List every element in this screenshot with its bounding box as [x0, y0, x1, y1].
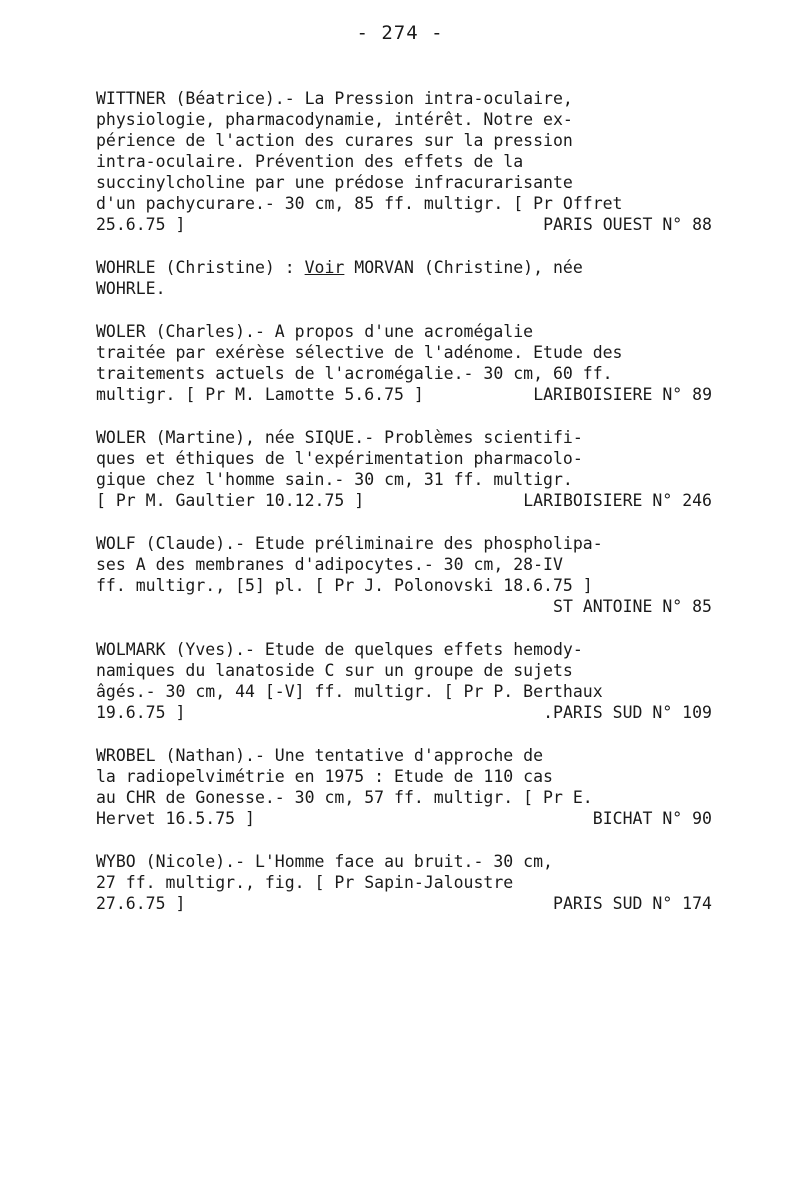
entry-location: PARIS OUEST N° 88 [543, 215, 712, 234]
entry-line: traitements actuels de l'acromégalie.- 30 cm, 60 ff. [96, 364, 613, 383]
entry-last-line [96, 702, 716, 723]
thesis-entry-wybo [96, 851, 716, 914]
entry-date: 27.6.75 ] [96, 894, 186, 913]
entry-line: intra-oculaire. Prévention des effets de la [96, 152, 524, 171]
entry-line: d'un pachycurare.- 30 cm, 85 ff. multigr. [ Pr Offret [96, 194, 623, 213]
entry-date: [ Pr M. Gaultier 10.12.75 ] [96, 491, 365, 510]
thesis-entry-wohrle [96, 257, 716, 299]
entry-line: périence de l'action des curares sur la pression [96, 131, 573, 150]
entry-line: WYBO (Nicole).- L'Homme face au bruit.- 30 cm, [96, 852, 553, 871]
thesis-entry-wolmark [96, 639, 716, 723]
entry-location: PARIS SUD N° 174 [553, 894, 712, 913]
entry-line: au CHR de Gonesse.- 30 cm, 57 ff. multigr. [ Pr E. [96, 788, 593, 807]
entry-location: ST ANTOINE N° 85 [553, 597, 712, 616]
entry-line: namiques du lanatoside C sur un groupe de sujets [96, 661, 573, 680]
entry-last-line [96, 384, 716, 405]
entry-line: gique chez l'homme sain.- 30 cm, 31 ff. multigr. [96, 470, 573, 489]
entry-last-line [96, 214, 716, 235]
thesis-entry-wrobel [96, 745, 716, 829]
entry-date: Hervet 16.5.75 ] [96, 809, 255, 828]
entry-line: ques et éthiques de l'expérimentation pharmacolo- [96, 449, 583, 468]
see-also-link[interactable]: Voir [304, 258, 345, 277]
cross-ref-text: WOHRLE (Christine) : [96, 258, 305, 277]
entry-line: succinylcholine par une prédose infracurarisante [96, 173, 573, 192]
entry-line: WITTNER (Béatrice).- La Pression intra-oculaire, [96, 89, 573, 108]
thesis-list [96, 88, 716, 936]
entry-line: WOLMARK (Yves).- Etude de quelques effets hemody- [96, 640, 583, 659]
thesis-entry-woler-martine [96, 427, 716, 511]
entry-location: LARIBOISIERE N° 89 [533, 385, 712, 404]
entry-line: âgés.- 30 cm, 44 [-V] ff. multigr. [ Pr P. Berthaux [96, 682, 603, 701]
entry-line: WOLER (Charles).- A propos d'une acromégalie [96, 322, 534, 341]
cross-ref-text: MORVAN (Christine), née [344, 258, 583, 277]
entry-location: LARIBOISIERE N° 246 [523, 491, 712, 510]
entry-date: 19.6.75 ] [96, 703, 186, 722]
entry-line: 27 ff. multigr., fig. [ Pr Sapin-Jaloustre [96, 873, 514, 892]
thesis-entry-woler-charles [96, 321, 716, 405]
entry-line: WOLER (Martine), née SIQUE.- Problèmes scientifi- [96, 428, 583, 447]
entry-line: ses A des membranes d'adipocytes.- 30 cm, 28-IV [96, 555, 563, 574]
entry-last-line [96, 893, 716, 914]
entry-location: .PARIS SUD N° 109 [543, 703, 712, 722]
entry-line [96, 257, 716, 278]
entry-date: multigr. [ Pr M. Lamotte 5.6.75 ] [96, 385, 424, 404]
entry-date: 25.6.75 ] [96, 215, 186, 234]
entry-last-line: WOHRLE. [96, 279, 166, 298]
thesis-entry-wittner [96, 88, 716, 235]
entry-line: la radiopelvimétrie en 1975 : Etude de 110 cas [96, 767, 553, 786]
entry-location: BICHAT N° 90 [592, 809, 712, 828]
entry-line: WOLF (Claude).- Etude préliminaire des phospholipa- [96, 534, 603, 553]
entry-last-line [96, 808, 716, 829]
thesis-entry-wolf [96, 533, 716, 617]
entry-line: physiologie, pharmacodynamie, intérêt. Notre ex- [96, 110, 573, 129]
entry-line: traitée par exérèse sélective de l'adénome. Etude des [96, 343, 623, 362]
entry-last-line [96, 490, 716, 511]
page-number: - 274 - [356, 22, 444, 44]
entry-line: WROBEL (Nathan).- Une tentative d'approche de [96, 746, 544, 765]
entry-line: ff. multigr., [5] pl. [ Pr J. Polonovski 18.6.75 ] [96, 576, 593, 595]
